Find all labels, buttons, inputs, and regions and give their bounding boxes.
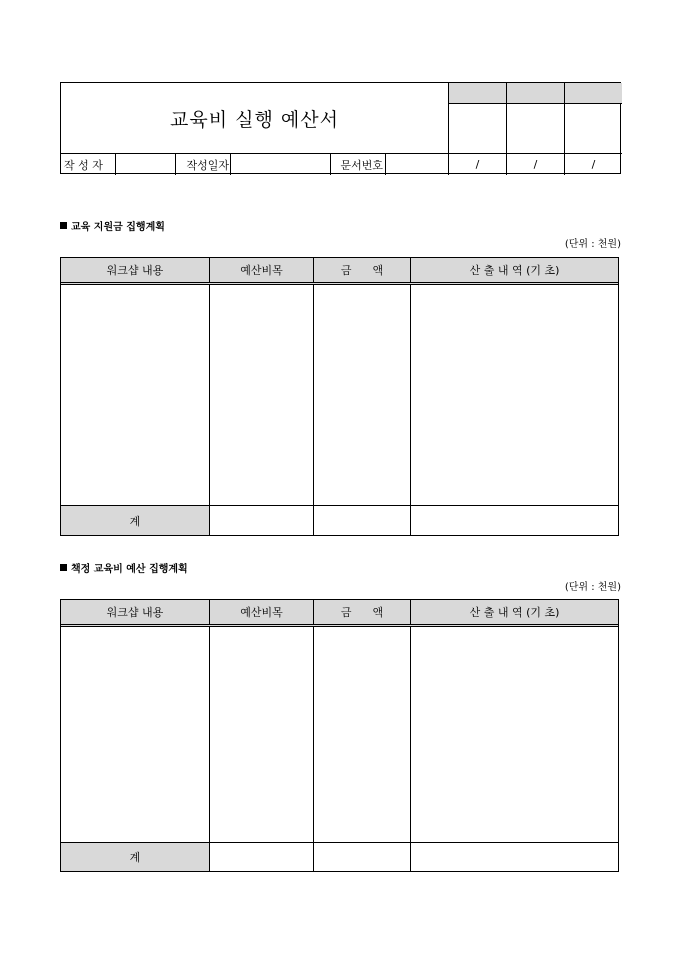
- amount-cell[interactable]: [314, 627, 410, 842]
- budget-item-cell[interactable]: [210, 285, 313, 505]
- budget-item-cell[interactable]: [210, 627, 313, 842]
- section-1-unit: (단위 : 천원): [564, 239, 621, 250]
- page-title: 교육비 실행 예산서: [170, 108, 339, 131]
- budget-table-2: [60, 599, 619, 872]
- col-header-budget-item: 예산비목: [210, 258, 314, 282]
- date-label: 작성일자: [176, 154, 231, 175]
- docno-label: 문서번호: [331, 154, 386, 175]
- amount-cell[interactable]: [314, 285, 410, 505]
- col-header-workshop: 워크샵 내용: [61, 600, 210, 624]
- meta-row: [61, 153, 622, 175]
- date-field[interactable]: [231, 154, 331, 175]
- title-cell: [61, 83, 449, 153]
- section-1-heading: [60, 218, 165, 233]
- total-label: 계: [61, 506, 210, 535]
- square-bullet-icon: [60, 564, 67, 571]
- col-header-amount: 금 액: [314, 258, 411, 282]
- author-label: 작 성 자: [61, 154, 116, 175]
- budget-table-1: [60, 257, 619, 536]
- section-2-unit: (단위 : 천원): [564, 582, 621, 593]
- approval-box-3[interactable]: [565, 83, 622, 153]
- approval-date-3[interactable]: /: [591, 158, 596, 171]
- section-2-heading: [60, 560, 188, 575]
- col-header-breakdown: 산 출 내 역 (기 초): [469, 264, 560, 277]
- docno-field[interactable]: [386, 154, 449, 175]
- approval-box-1[interactable]: [449, 83, 507, 153]
- col-header-amount: 금 액: [314, 600, 411, 624]
- col-header-workshop: 워크샵 내용: [61, 258, 210, 282]
- document-header: [60, 82, 621, 174]
- col-header-budget-item: 예산비목: [210, 600, 314, 624]
- author-field[interactable]: [116, 154, 176, 175]
- table-header-row: [61, 258, 618, 285]
- approval-box-2[interactable]: [507, 83, 565, 153]
- col-header-breakdown: 산 출 내 역 (기 초): [469, 606, 560, 619]
- approval-date-1[interactable]: /: [449, 154, 507, 175]
- square-bullet-icon: [60, 222, 67, 229]
- table-header-row: [61, 600, 618, 627]
- total-label: 계: [61, 843, 210, 871]
- approval-date-2[interactable]: /: [507, 154, 565, 175]
- section-1-title: 교육 지원금 집행계획: [71, 222, 165, 233]
- section-2-title: 책정 교육비 예산 집행계획: [71, 564, 188, 575]
